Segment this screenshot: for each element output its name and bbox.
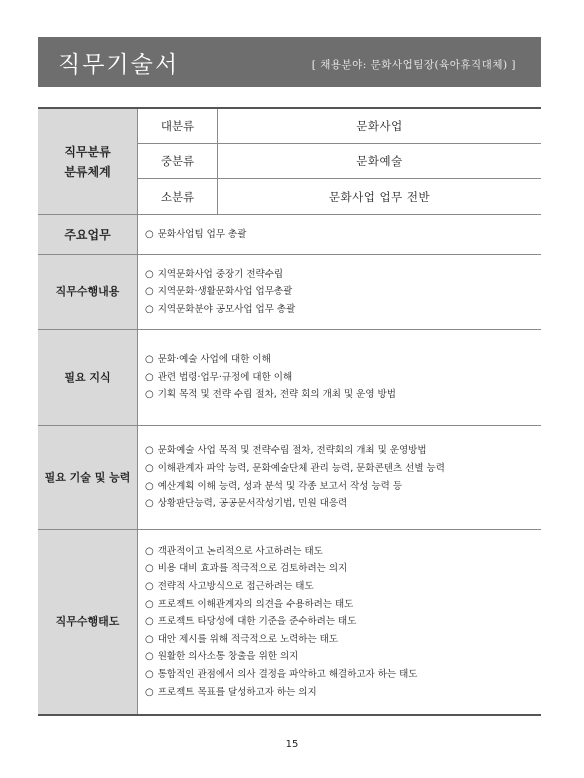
circle-bullet-icon: ○ (145, 498, 154, 510)
list-item: ○ 대안 제시를 위해 적극적으로 노력하는 태도 (145, 631, 541, 649)
circle-bullet-icon: ○ (145, 633, 154, 645)
circle-bullet-icon: ○ (145, 228, 154, 240)
list-item: ○ 프로젝트 이해관계자의 의견을 수용하려는 태도 (145, 596, 541, 614)
circle-bullet-icon: ○ (145, 581, 154, 593)
circle-bullet-icon: ○ (145, 668, 154, 680)
circle-bullet-icon: ○ (145, 598, 154, 610)
circle-bullet-icon: ○ (145, 462, 154, 474)
classification-row (138, 144, 541, 179)
list-item: ○ 이해관계자 파악 능력, 문화예술단체 관리 능력, 문화콘텐츠 선별 능력 (145, 460, 541, 478)
list-item: ○ 기획 목적 및 전략 수립 절차, 전략 회의 개최 및 운영 방법 (145, 386, 541, 404)
circle-bullet-icon: ○ (145, 389, 154, 401)
circle-bullet-icon: ○ (145, 371, 154, 383)
classification-header-line: 분류체계 (64, 164, 111, 179)
list-item: ○ 전략적 사고방식으로 접근하려는 태도 (145, 578, 541, 596)
section-body (138, 530, 541, 714)
circle-bullet-icon: ○ (145, 545, 154, 557)
circle-bullet-icon: ○ (145, 286, 154, 298)
title-banner (38, 37, 541, 87)
classification-block (38, 109, 541, 215)
section-header: 직무수행태도 (38, 530, 138, 714)
circle-bullet-icon: ○ (145, 354, 154, 366)
section-body (138, 426, 541, 529)
section-required-knowledge (38, 330, 541, 426)
circle-bullet-icon: ○ (145, 651, 154, 663)
section-header: 필요 지식 (38, 330, 138, 425)
list-item: ○ 통합적인 관점에서 의사 결정을 파악하고 해결하고자 하는 태도 (145, 666, 541, 684)
list-item: ○ 지역문화분야 공모사업 업무 총괄 (145, 301, 541, 319)
section-main-duties (38, 215, 541, 255)
classification-value: 문화사업 (356, 119, 403, 133)
document-title: 직무기술서 (58, 51, 180, 78)
list-item: ○ 문화예술 사업 목적 및 전략수립 절차, 전략회의 개최 및 운영방법 (145, 442, 541, 460)
classification-header (38, 109, 138, 214)
circle-bullet-icon: ○ (145, 268, 154, 280)
list-item: ○ 문화·예술 사업에 대한 이해 (145, 351, 541, 369)
list-item: ○ 관련 법령·업무·규정에 대한 이해 (145, 369, 541, 387)
section-body (138, 255, 541, 329)
list-item: ○ 프로젝트 목표를 달성하고자 하는 의지 (145, 684, 541, 702)
section-header: 필요 기술 및 능력 (38, 426, 138, 529)
list-item: ○ 상황판단능력, 공공문서작성기법, 민원 대응력 (145, 495, 541, 513)
classification-row (138, 179, 541, 214)
circle-bullet-icon: ○ (145, 480, 154, 492)
section-work-attitude (38, 530, 541, 714)
circle-bullet-icon: ○ (145, 563, 154, 575)
section-header: 직무수행내용 (38, 255, 138, 329)
circle-bullet-icon: ○ (145, 616, 154, 628)
list-item: ○ 비용 대비 효과를 적극적으로 검토하려는 의지 (145, 560, 541, 578)
section-header: 주요업무 (38, 215, 138, 254)
list-item: ○ 지역문화·생활문화사업 업무총괄 (145, 283, 541, 301)
list-item: ○ 원활한 의사소통 창출을 위한 의지 (145, 648, 541, 666)
job-description-table (38, 107, 541, 716)
classification-header-line: 직무분류 (64, 144, 111, 159)
classification-value: 문화사업 업무 전반 (328, 189, 431, 204)
classification-label: 소분류 (138, 179, 218, 214)
circle-bullet-icon: ○ (145, 686, 154, 698)
classification-label: 대분류 (138, 109, 218, 143)
page-number: 15 (285, 739, 299, 750)
classification-row (138, 109, 541, 144)
classification-rows (138, 109, 541, 214)
section-body (138, 215, 541, 254)
list-item: ○ 예산계획 이해 능력, 성과 분석 및 각종 보고서 작성 능력 등 (145, 478, 541, 496)
list-item: ○ 문화사업팀 업무 총괄 (145, 226, 541, 244)
circle-bullet-icon: ○ (145, 445, 154, 457)
classification-value: 문화예술 (356, 154, 403, 168)
recruitment-field: [ 채용분야: 문화사업팀장(육아휴직대체) ] (311, 59, 516, 71)
circle-bullet-icon: ○ (145, 303, 154, 315)
section-required-skills (38, 426, 541, 530)
classification-label: 중분류 (138, 144, 218, 178)
section-body (138, 330, 541, 425)
list-item: ○ 지역문화사업 중장기 전략수립 (145, 266, 541, 284)
list-item: ○ 프로젝트 타당성에 대한 기준을 준수하려는 태도 (145, 613, 541, 631)
section-duty-content (38, 255, 541, 330)
list-item: ○ 객관적이고 논리적으로 사고하려는 태도 (145, 543, 541, 561)
